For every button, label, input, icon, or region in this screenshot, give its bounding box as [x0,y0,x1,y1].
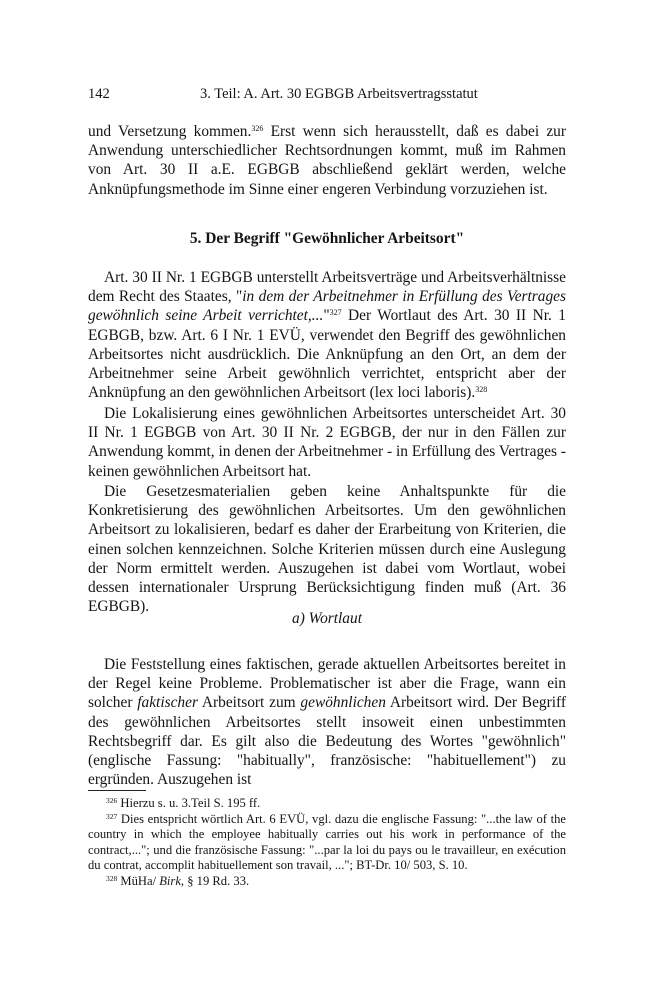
footnote-ref[interactable]: 328 [475,385,488,395]
intro-paragraph [88,122,566,199]
p1-text-a: Art. 30 II Nr. 1 EGBGB unterstellt Arbeitsverträge und Arbeitsverhältnisse dem Recht des Staates, " [88,269,566,306]
footnote-divider [88,790,146,791]
footnote-number: 326 [106,796,118,805]
p1-text-b: " [323,307,330,325]
p4-text-b: Arbeitsort zum [197,694,301,712]
page-header [88,86,566,106]
p4-text-a: Die Feststellung eines faktischen, gerade aktuellen Arbeitsortes bereitet in der Regel keine Probleme. Problematischer ist aber die Frage, wann ein solcher [88,656,566,712]
footnote-text: Dies entspricht wörtlich Art. 6 EVÜ, vgl. dazu die englische Fassung: "...the law of the country in which the employee habitually carries out his work in performance of the contract,..."; und die französische Fassung: "...par la loi du pays ou le travailleur, en exécution du contrat, accomplit habituellement son travail, ..."; BT-Dr. 10/ 503, S. 10. [88,811,566,873]
footnote-number: 327 [106,811,118,821]
page-number: 142 [88,86,110,102]
p4-text-c: Arbeitsort wird. Der Begriff des gewöhnlichen Arbeitsortes stellt insoweit einen unbestimmten Rechtsbegriff dar. Es gilt also die Bedeutung des Wortes "gewöhnlich" (englische Fassung: "habitually", französische: "habituellement") zu ergründen. Auszugehen ist [88,694,566,789]
paragraph-3: Die Gesetzesmaterialien geben keine Anhaltspunkte für die Konkretisierung des gewöhnlichen Arbeitsortes. Um den gewöhnlichen Arbeitsort zu lokalisieren, bedarf es daher der Erarbeitung von Kriterien, die einen solchen kennzeichnen. Solche Kriterien müssen durch eine Auslegung der Norm ermittelt werden. Auszugehen ist dabei vom Wortlaut, wobei dessen internationaler Ursprung Berücksichtigung finden muß (Art. 36 EGBGB). [88,483,566,616]
paragraph-1 [88,268,566,402]
footnote-328 [88,874,566,890]
paragraph-2: Die Lokalisierung eines gewöhnlichen Arbeitsortes unterscheidet Art. 30 II Nr. 1 EGBGB von Art. 30 II Nr. 2 EGBGB, der nur in den Fällen zur Anwendung kommt, in denen der Arbeitnehmer - in Erfüllung des Vertrages - keinen gewöhnlichen Arbeitsort hat. [88,405,566,480]
running-title: 3. Teil: A. Art. 30 EGBGB Arbeitsvertragsstatut [200,86,478,102]
subsection-heading: a) Wortlaut [292,610,362,627]
intro-text-a: und Versetzung kommen. [88,123,252,140]
intro-text-b: Erst wenn sich herausstellt, daß es dabei zur Anwendung unterschiedlicher Rechtsordnungen kommt, muß im Rahmen von Art. 30 II a.E. EGBGB abschließend geklärt werden, welche Anknüpfungsmethode im Sinne einer engeren Verbindung vorzuziehen ist. [88,123,566,198]
footnote-ref[interactable]: 327 [329,308,342,318]
p4-italic-1: faktischer [137,694,198,712]
footnote-326 [88,796,566,812]
footnote-text: , § 19 Rd. 33. [180,873,250,888]
body-text-3 [88,482,566,616]
p4-italic-2: gewöhnlichen [300,694,386,712]
footnotes [88,796,566,890]
footnote-author: Birk [159,873,181,888]
p1-text-c: Der Wortlaut des Art. 30 II Nr. 1 EGBGB, bzw. Art. 6 I Nr. 1 EVÜ, verwendet den Begriff des gewöhnlichen Arbeitsortes nicht ausdrücklich. Die Anknüpfung an den Ort, an dem der Arbeitnehmer seine Arbeit gewöhnlich verrichtet, entspricht aber der Anknüpfung an den gewöhnlichen Arbeitsort (lex loci laboris). [88,307,566,402]
section-heading: 5. Der Begriff "Gewöhnlicher Arbeitsort" [189,230,465,247]
body-text-2 [88,404,566,481]
p1-quote: in dem der Arbeitnehmer in Erfüllung des Vertrages gewöhnlich seine Arbeit verrichtet,... [88,288,567,325]
footnote-number: 328 [106,873,118,883]
footnote-327 [88,812,566,874]
body-text-4 [88,655,566,789]
footnote-text: Hierzu s. u. 3.Teil S. 195 ff. [117,796,261,810]
footnote-ref[interactable]: 326 [251,124,264,133]
paragraph-4 [88,655,566,789]
footnote-text: MüHa/ [117,873,160,888]
body-text-1 [88,268,566,402]
